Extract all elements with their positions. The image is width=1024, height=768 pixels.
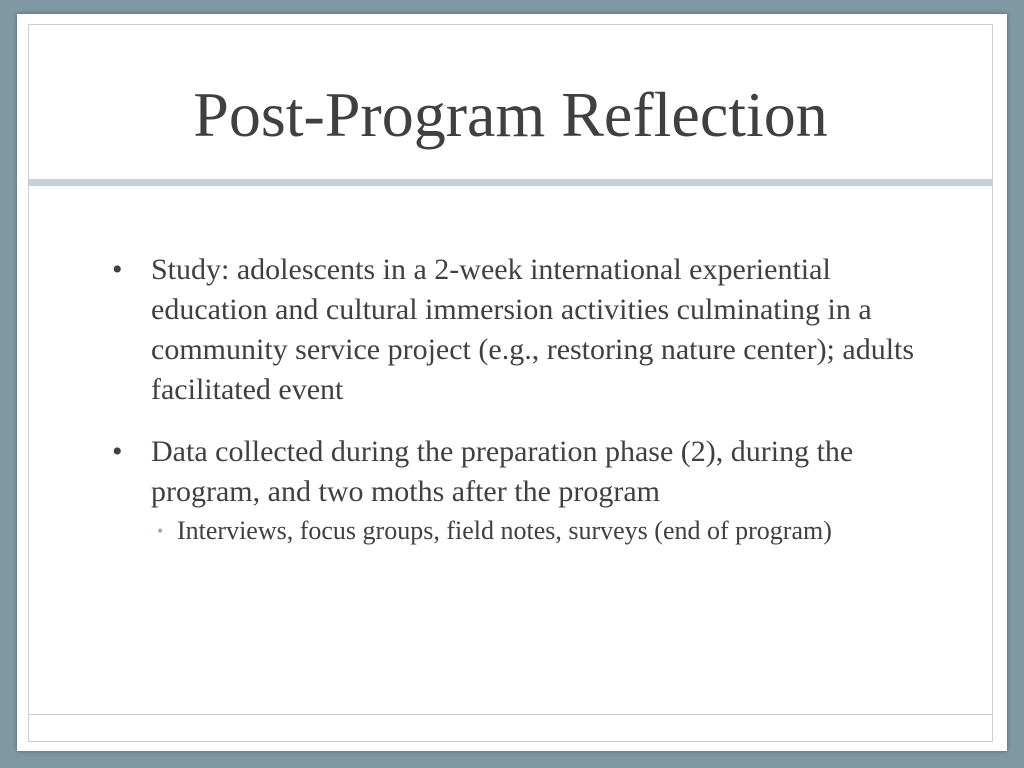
bullet-marker: •	[112, 435, 123, 468]
slide-title: Post-Program Reflection	[193, 78, 828, 150]
slide	[17, 14, 1007, 751]
bullet-study	[105, 250, 925, 410]
title-divider	[29, 179, 992, 186]
sub-bullet-text: Interviews, focus groups, field notes, surveys (end of program)	[177, 516, 832, 545]
sub-bullet-marker: •	[157, 521, 164, 541]
footer-divider	[29, 714, 992, 715]
bullet-text: Study: adolescents in a 2-week international experiential education and cultural immersion activities culminating in a community service project (e.g., restoring nature center); adults facilitated event	[151, 253, 915, 406]
title-area	[29, 25, 992, 180]
slide-content	[105, 250, 925, 550]
bullet-text: Data collected during the preparation phase (2), during the program, and two moths after the program	[151, 435, 854, 508]
sub-bullet-methods	[105, 512, 925, 550]
bullet-marker: •	[112, 253, 123, 286]
bullet-data-collected	[105, 432, 925, 512]
